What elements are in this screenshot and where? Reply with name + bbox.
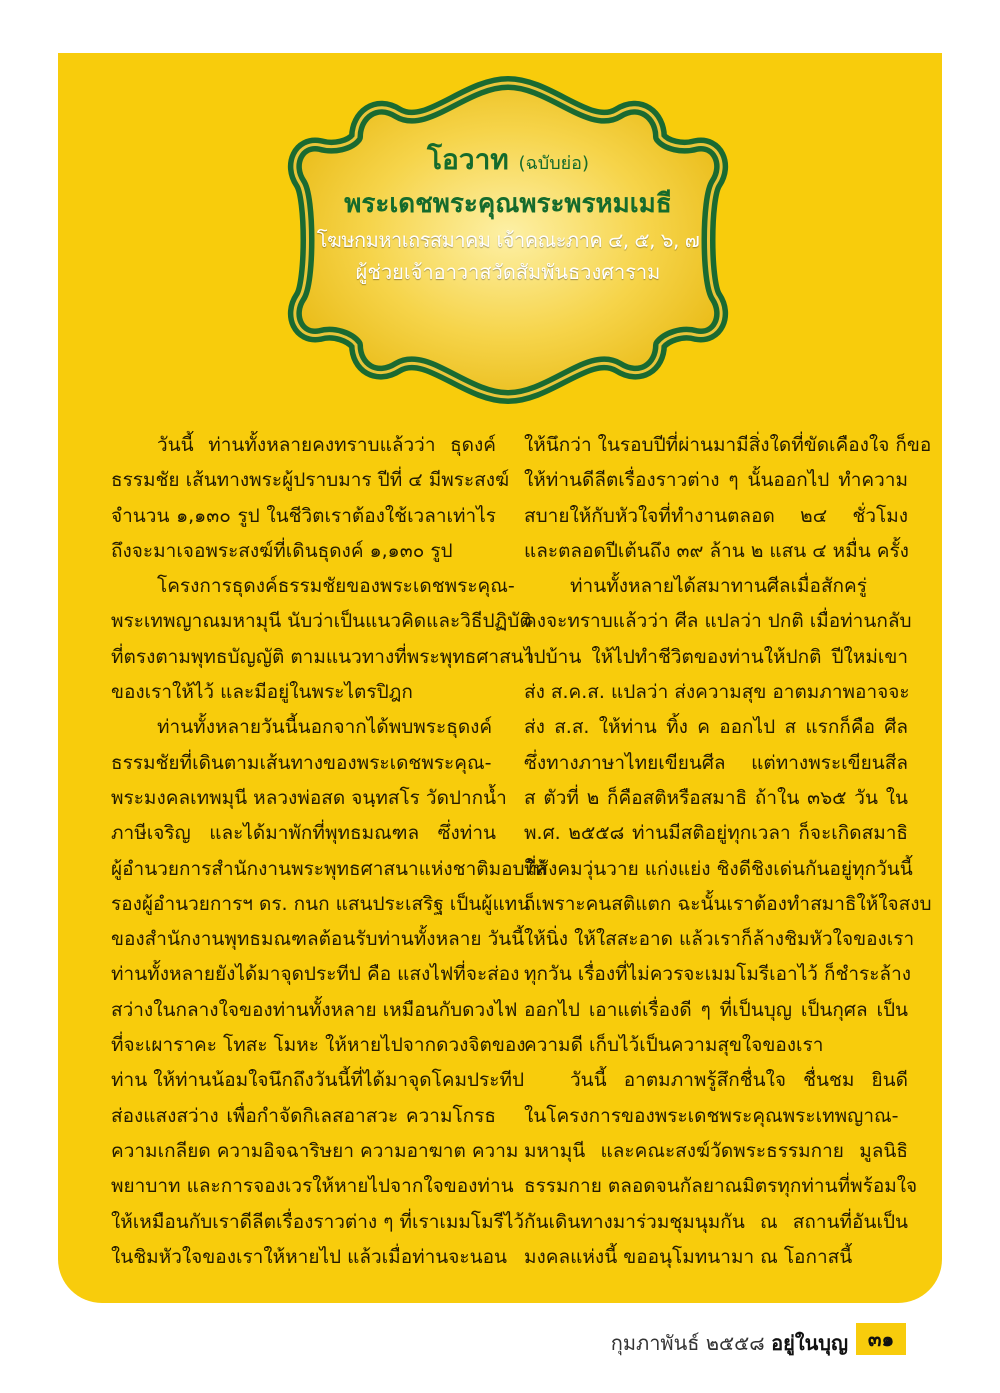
text-line: ของเราให้ไว้ และมีอยู่ในพระไตรปิฎก (111, 681, 413, 704)
issue-date: กุมภาพันธ์ ๒๕๕๘ (610, 1331, 765, 1355)
text-line: พยาบาท และการจองเวรให้หายไปจากใจของท่าน (111, 1175, 514, 1198)
title: โอวาท (426, 143, 509, 176)
text-line: ธรรมชัยที่เดินตามเส้นทางของพระเดชพระคุณ- (111, 751, 492, 774)
text-line: วันนี้ อาตมภาพรู้สึกชื่นใจ ชื่นชม ยินดี (570, 1069, 908, 1092)
text-line: ของสำนักงานพุทธมณฑลต้อนรับท่านทั้งหลาย วันนี้ (111, 928, 525, 951)
text-line: ถึงจะมาเจอพระสงฆ์ที่เดินธุดงค์ ๑,๑๓๐ รูป (111, 539, 453, 562)
text-line: และตลอดปีเต้นถึง ๓๙ ล้าน ๒ แสน ๔ หมื่น ครั้ง (524, 539, 909, 562)
page-number: ๓๑ (856, 1323, 906, 1355)
text-line: คงจะทราบแล้วว่า ศีล แปลว่า ปกติ เมื่อท่านกลับ (524, 610, 912, 633)
monk-position: โฆษกมหาเถรสมาคม เจ้าคณะภาค ๔, ๕, ๖, ๗ (316, 228, 700, 252)
text-line: ก็เพราะคนสติแตก ฉะนั้นเราต้องทำสมาธิให้ใจสงบ (524, 892, 932, 915)
text-line: ซึ่งทางภาษาไทยเขียนศีล แต่ทางพระเขียนสีล (524, 751, 908, 774)
text-line: ให้ท่านดีลีตเรื่องราวต่าง ๆ นั้นออกไป ทำความ (524, 469, 908, 492)
title-line (286, 140, 730, 184)
text-line: ธรรมกาย ตลอดจนกัลยาณมิตรทุกท่านที่พร้อมใจ (524, 1175, 918, 1198)
monk-name: พระเดชพระคุณพระพรหมเมธี (344, 189, 672, 219)
text-line: ส่ง ส.ส. ให้ท่าน ทิ้ง ค ออกไป ส แรกก็คือ ศีล (524, 716, 908, 739)
text-line: ให้นึกว่า ในรอบปีที่ผ่านมามีสิ่งใดที่ขัดเคืองใจ ก็ขอ (524, 434, 932, 456)
text-line: สว่างในกลางใจของท่านทั้งหลาย เหมือนกับดวงไฟ (111, 998, 518, 1021)
text-line: ท่านทั้งหลายได้สมาทานศีลเมื่อสักครู่ (570, 575, 867, 598)
text-line: ความดี เก็บไว้เป็นความสุขใจของเรา (524, 1034, 824, 1057)
text-line: จำนวน ๑,๑๓๐ รูป ในชีวิตเราต้องใช้เวลาเท่าไร (111, 504, 496, 527)
footer-issue-line (611, 1327, 848, 1359)
right-column (524, 428, 932, 1275)
text-line: ส ตัวที่ ๒ ก็คือสติหรือสมาธิ ถ้าใน ๓๖๕ วัน ใน (524, 786, 908, 809)
text-line: ในโครงการของพระเดชพระคุณพระเทพญาณ- (524, 1104, 899, 1127)
magazine-name: อยู่ในบุญ (771, 1331, 848, 1355)
title-block (286, 140, 730, 288)
text-line: ไปบ้าน ให้ไปทำชีวิตของท่านให้ปกติ ปีใหม่เขา (524, 645, 908, 668)
text-line: ที่จะเผาราคะ โทสะ โมหะ ให้หายไปจากดวงจิตของ (111, 1034, 526, 1057)
left-column (111, 428, 547, 1275)
text-line: ส่ง ส.ค.ส. แปลว่า ส่งความสุข อาตมภาพอาจจะ (524, 681, 910, 704)
text-line: ในชิมหัวใจของเราให้หายไป แล้วเมื่อท่านจะนอน (111, 1245, 508, 1268)
text-line: พระมงคลเทพมุนี หลวงพ่อสด จนฺทสโร วัดปากน้ำ (111, 786, 507, 809)
text-line: ท่านทั้งหลายวันนี้นอกจากได้พบพระธุดงค์ (157, 716, 493, 739)
text-line: ทุกวัน เรื่องที่ไม่ควรจะเมมโมรีเอาไว้ ก็ชำระล้าง (524, 963, 912, 986)
text-line: ที่สังคมวุ่นวาย แก่งแย่ง ชิงดีชิงเด่นกันอยู่ทุกวันนี้ (524, 857, 913, 880)
text-line: มงคลแห่งนี้ ขออนุโมทนามา ณ โอกาสนี้ (524, 1245, 853, 1268)
text-line: รองผู้อำนวยการฯ ดร. กนก แสนประเสริฐ เป็นผู้แทน (111, 892, 531, 915)
text-line: มหามุนี และคณะสงฆ์วัดพระธรรมกาย มูลนิธิ (524, 1139, 908, 1162)
text-line: ความเกลียด ความอิจฉาริษยา ความอาฆาต ความ (111, 1139, 519, 1162)
page-footer (0, 1323, 1000, 1359)
text-line: ท่านทั้งหลายยังได้มาจุดประทีป คือ แสงไฟที่จะส่อง (111, 963, 520, 986)
text-line: กันเดินทางมาร่วมชุมนุมกัน ณ สถานที่อันเป็น (524, 1210, 908, 1233)
monk-assistant-title: ผู้ช่วยเจ้าอาวาสวัดสัมพันธวงศาราม (355, 260, 661, 284)
text-line: ให้นิ่ง ให้ใสสะอาด แล้วเราก็ล้างชิมหัวใจของเรา (524, 928, 915, 951)
text-line: ท่าน ให้ท่านน้อมใจนึกถึงวันนี้ที่ได้มาจุดโคมประทีป (111, 1069, 525, 1092)
text-line: ผู้อำนวยการสำนักงานพระพุทธศาสนาแห่งชาติมอบให้ (111, 857, 547, 880)
text-line: วันนี้ ท่านทั้งหลายคงทราบแล้วว่า ธุดงค์ (157, 434, 496, 456)
text-line: ภาษีเจริญ และได้มาพักที่พุทธมณฑล ซึ่งท่าน (111, 822, 496, 845)
text-line: พระเทพญาณมหามุนี นับว่าเป็นแนวคิดและวิธีปฏิบัติ (111, 610, 532, 633)
text-line: ส่องแสงสว่าง เพื่อกำจัดกิเลสอาสวะ ความโกรธ (111, 1104, 496, 1127)
text-line: ที่ตรงตามพุทธบัญญัติ ตามแนวทางที่พระพุทธศาสนา (111, 645, 535, 668)
title-note: (ฉบับย่อ) (518, 153, 590, 174)
text-line: ให้เหมือนกับเราดีลีตเรื่องราวต่าง ๆ ที่เราเมมโมรีไว้ (111, 1210, 525, 1233)
text-line: ออกไป เอาแต่เรื่องดี ๆ ที่เป็นบุญ เป็นกุศล เป็น (524, 998, 908, 1021)
text-line: โครงการธุดงค์ธรรมชัยของพระเดชพระคุณ- (157, 575, 515, 598)
text-line: พ.ศ. ๒๕๕๘ ท่านมีสติอยู่ทุกเวลา ก็จะเกิดสมาธิ (524, 822, 908, 845)
text-line: ธรรมชัย เส้นทางพระผู้ปราบมาร ปีที่ ๔ มีพระสงฆ์ (111, 469, 510, 492)
text-line: สบายให้กับหัวใจที่ทำงานตลอด ๒๔ ชั่วโมง (524, 504, 908, 527)
